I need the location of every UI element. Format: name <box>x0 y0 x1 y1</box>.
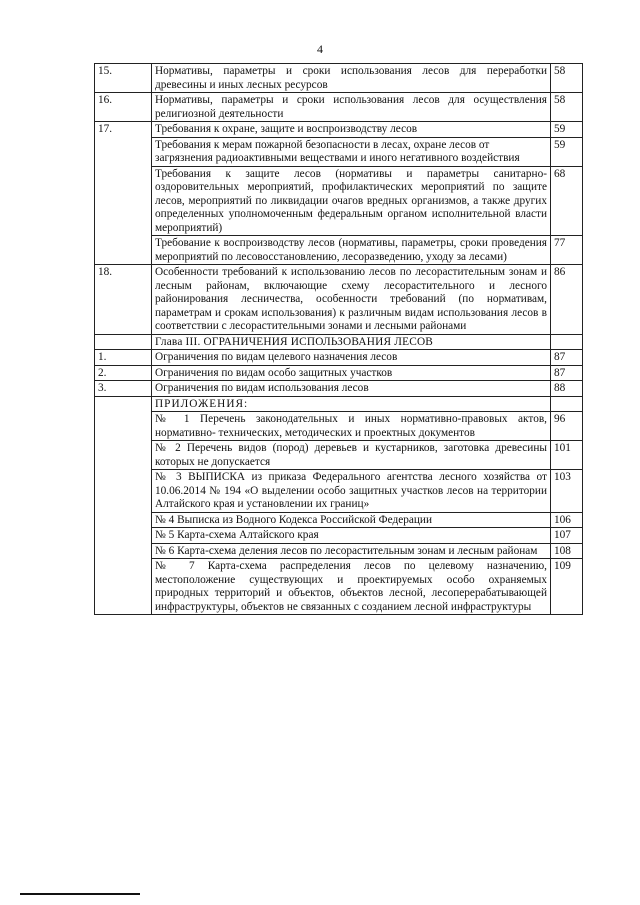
table-row <box>95 365 583 381</box>
item-title: Требование к воспроизводству лесов (нормативы, параметры, сроки проведения мероприятий по лесовосстановлению, лесоразведению, уходу за лесами) <box>152 236 551 265</box>
item-title: № 3 ВЫПИСКА из приказа Федерального агентства лесного хозяйства от 10.06.2014 № 194 «О выделении особо защитных участков лесов на территории Алтайского края и установлении их границ» <box>152 470 551 513</box>
item-page: 101 <box>551 441 583 470</box>
table-row <box>95 64 583 93</box>
item-page: 108 <box>551 543 583 559</box>
item-page: 88 <box>551 381 583 397</box>
table-row <box>95 470 583 513</box>
table-row <box>95 512 583 528</box>
table-row <box>95 166 583 236</box>
chapter-heading: Глава III. ОГРАНИЧЕНИЯ ИСПОЛЬЗОВАНИЯ ЛЕСОВ <box>152 334 551 350</box>
item-number: 16. <box>95 93 152 122</box>
item-page: 77 <box>551 236 583 265</box>
item-number: 17. <box>95 122 152 265</box>
page-number: 4 <box>317 42 323 56</box>
item-title: Особенности требований к использованию лесов по лесорастительным зонам и лесным районам, включающие схему лесорастительного и лесного районирования лесничества, особенности требований (по нормативам, параметрам и срокам использования) к различным видам использования лесов в соответствии с лесорастительными зонами и лесными районами <box>152 265 551 335</box>
item-title: Требования к мерам пожарной безопасности в лесах, охране лесов от загрязнения радиоактивными веществами и иного негативного воздействия <box>152 137 551 166</box>
item-title: Нормативы, параметры и сроки использования лесов для осуществления религиозной деятельности <box>152 93 551 122</box>
item-page: 109 <box>551 559 583 615</box>
item-title: № 5 Карта-схема Алтайского края <box>152 528 551 544</box>
item-page: 86 <box>551 265 583 335</box>
item-page: 96 <box>551 412 583 441</box>
appendix-heading: ПРИЛОЖЕНИЯ: <box>152 396 551 412</box>
item-title: Требования к охране, защите и воспроизводству лесов <box>152 122 551 138</box>
item-page: 87 <box>551 365 583 381</box>
item-number: 1. <box>95 350 152 366</box>
item-title: Ограничения по видам особо защитных участков <box>152 365 551 381</box>
table-row <box>95 334 583 350</box>
item-title: № 7 Карта-схема распределения лесов по целевому назначению, местоположение существующих и проектируемых особо охраняемых природных территорий и объектов, объектов лесной, лесоперерабатывающей инфраструктуры, объектов не связанных с созданием лесной инфраструктуры <box>152 559 551 615</box>
table-row <box>95 559 583 615</box>
item-title: № 4 Выписка из Водного Кодекса Российской Федерации <box>152 512 551 528</box>
table-row <box>95 265 583 335</box>
item-number: 2. <box>95 365 152 381</box>
item-title: Требования к защите лесов (нормативы и параметры санитарно-оздоровительных мероприятий, профилактических мероприятий по защите лесов, мероприятий по ликвидации очагов вредных организмов, а также других определенных уполномоченным федеральным органом исполнительной власти мероприятий) <box>152 166 551 236</box>
table-row <box>95 528 583 544</box>
table-row <box>95 412 583 441</box>
item-title: № 2 Перечень видов (пород) деревьев и кустарников, заготовка древесины которых не допускается <box>152 441 551 470</box>
item-number <box>95 396 152 615</box>
item-page: 106 <box>551 512 583 528</box>
table-row <box>95 396 583 412</box>
item-page: 58 <box>551 64 583 93</box>
item-number <box>95 334 152 350</box>
table-row <box>95 137 583 166</box>
item-title: Ограничения по видам целевого назначения лесов <box>152 350 551 366</box>
item-title: Нормативы, параметры и сроки использования лесов для переработки древесины и иных лесных ресурсов <box>152 64 551 93</box>
item-page: 103 <box>551 470 583 513</box>
item-title: Ограничения по видам использования лесов <box>152 381 551 397</box>
table-row <box>95 122 583 138</box>
item-page <box>551 396 583 412</box>
item-title: № 1 Перечень законодательных и иных нормативно-правовых актов, нормативно- технических, методических и проектных документов <box>152 412 551 441</box>
table-row <box>95 236 583 265</box>
table-row <box>95 441 583 470</box>
item-page: 58 <box>551 93 583 122</box>
table-row <box>95 93 583 122</box>
item-page: 59 <box>551 122 583 138</box>
item-title: № 6 Карта-схема деления лесов по лесорастительным зонам и лесным районам <box>152 543 551 559</box>
item-number: 18. <box>95 265 152 335</box>
item-page: 107 <box>551 528 583 544</box>
item-page <box>551 334 583 350</box>
item-number: 15. <box>95 64 152 93</box>
item-number: 3. <box>95 381 152 397</box>
table-row <box>95 381 583 397</box>
footnote-separator <box>20 893 140 895</box>
table-row <box>95 350 583 366</box>
item-page: 87 <box>551 350 583 366</box>
item-page: 68 <box>551 166 583 236</box>
table-row <box>95 543 583 559</box>
item-page: 59 <box>551 137 583 166</box>
contents-table <box>94 63 583 615</box>
